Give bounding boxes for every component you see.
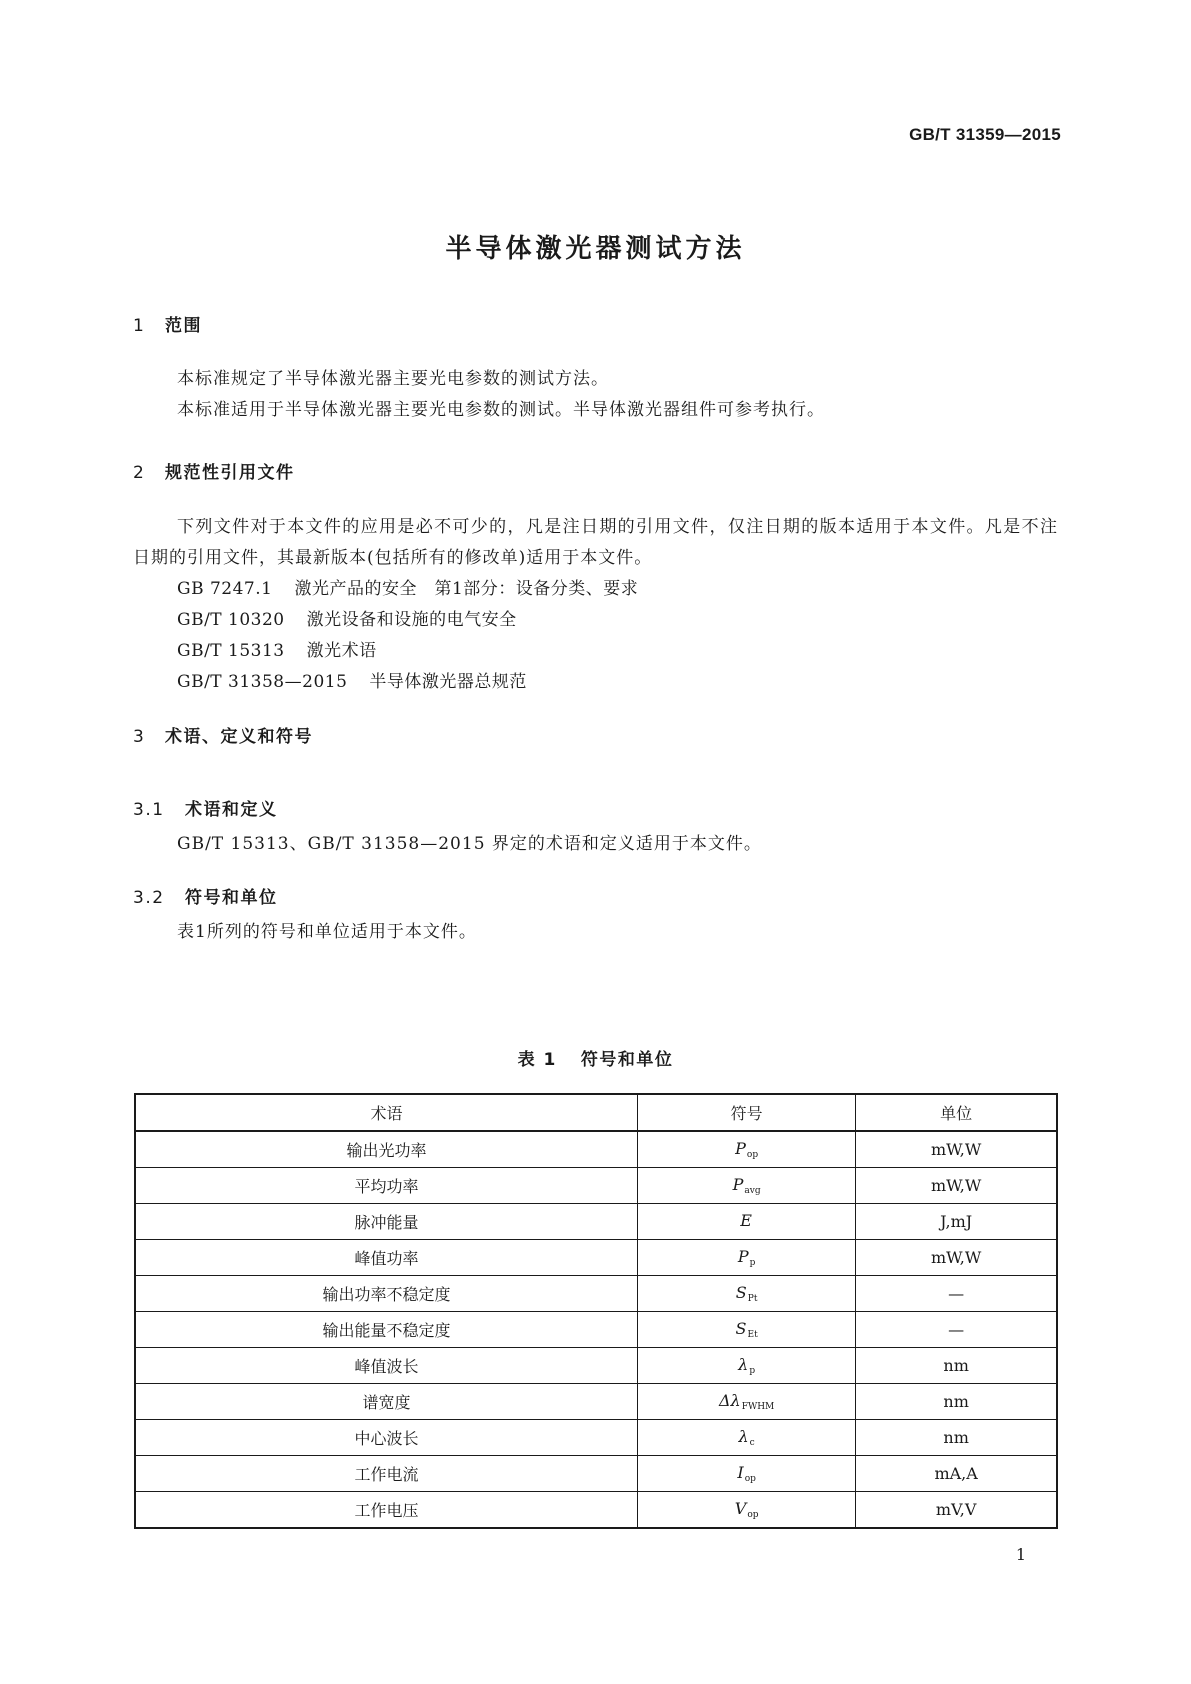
section-title: 符号和单位	[185, 888, 278, 908]
reference-item	[177, 667, 638, 698]
symbol-main: E	[740, 1211, 752, 1230]
section-number: 3.1	[133, 800, 165, 820]
symbol-main: P	[732, 1175, 744, 1194]
section-title: 范围	[165, 316, 202, 336]
cell-symbol	[637, 1168, 855, 1204]
symbol-main: S	[735, 1283, 747, 1302]
section-title: 术语和定义	[185, 800, 278, 820]
symbol-main: V	[734, 1499, 747, 1518]
symbol-main: S	[735, 1319, 747, 1338]
section-title: 规范性引用文件	[165, 463, 295, 483]
table-row	[135, 1240, 1057, 1276]
table-row	[135, 1456, 1057, 1492]
symbol-subscript: c	[749, 1438, 755, 1448]
section-number: 2	[133, 463, 146, 483]
symbol-main: λ	[738, 1427, 749, 1446]
table-row	[135, 1420, 1057, 1456]
standard-number: 31359—2015	[955, 125, 1061, 144]
symbol-subscript: op	[744, 1474, 756, 1484]
symbol-main: Δλ	[719, 1391, 741, 1410]
cell-unit: mW,W	[856, 1168, 1057, 1204]
table-label: 表 1	[517, 1050, 557, 1070]
cell-unit: nm	[856, 1348, 1057, 1384]
reference-list	[177, 574, 638, 698]
reference-item	[177, 605, 638, 636]
cell-term: 输出能量不稳定度	[135, 1312, 637, 1348]
paragraph: GB/T 15313、GB/T 31358—2015 界定的术语和定义适用于本文件。	[177, 834, 762, 854]
cell-unit: nm	[856, 1420, 1057, 1456]
section-2-body	[133, 512, 1058, 574]
cell-symbol	[637, 1420, 855, 1456]
reference-title: 激光设备和设施的电气安全	[306, 610, 517, 630]
reference-title: 半导体激光器总规范	[369, 672, 527, 692]
cell-term: 峰值波长	[135, 1348, 637, 1384]
cell-term: 脉冲能量	[135, 1204, 637, 1240]
table-caption-text: 符号和单位	[580, 1050, 674, 1070]
cell-term: 输出功率不稳定度	[135, 1276, 637, 1312]
section-2-heading	[133, 458, 295, 483]
column-header-symbol: 符号	[637, 1094, 855, 1131]
cell-symbol	[637, 1456, 855, 1492]
table-body	[135, 1131, 1057, 1528]
cell-symbol	[637, 1348, 855, 1384]
section-3-1-body	[133, 829, 1058, 860]
cell-symbol	[637, 1492, 855, 1529]
cell-unit: mV,V	[856, 1492, 1057, 1529]
cell-unit: —	[856, 1312, 1057, 1348]
table-row	[135, 1204, 1057, 1240]
cell-symbol	[637, 1312, 855, 1348]
table-header-row	[135, 1094, 1057, 1131]
reference-title: 激光产品的安全 第1部分：设备分类、要求	[294, 579, 639, 599]
cell-term: 工作电流	[135, 1456, 637, 1492]
section-3-1-heading	[133, 795, 278, 820]
symbol-subscript: p	[749, 1258, 756, 1268]
reference-code: GB/T 10320	[177, 610, 285, 630]
section-title: 术语、定义和符号	[165, 727, 313, 747]
cell-term: 中心波长	[135, 1420, 637, 1456]
cell-unit: mW,W	[856, 1131, 1057, 1168]
table-row	[135, 1131, 1057, 1168]
column-header-term: 术语	[135, 1094, 637, 1131]
standard-code	[909, 125, 1061, 145]
paragraph: 表1所列的符号和单位适用于本文件。	[177, 922, 477, 942]
cell-symbol	[637, 1204, 855, 1240]
column-header-unit: 单位	[856, 1094, 1057, 1131]
section-1-body	[133, 364, 1058, 426]
table-row	[135, 1384, 1057, 1420]
symbol-subscript: p	[749, 1366, 756, 1376]
cell-symbol	[637, 1384, 855, 1420]
symbol-main: λ	[738, 1355, 749, 1374]
symbol-subscript: FWHM	[741, 1402, 775, 1412]
symbols-units-table	[134, 1093, 1058, 1529]
symbol-subscript: op	[746, 1150, 759, 1160]
table-row	[135, 1276, 1057, 1312]
symbol-subscript: op	[747, 1510, 759, 1520]
cell-term: 平均功率	[135, 1168, 637, 1204]
table-row	[135, 1348, 1057, 1384]
cell-term: 谱宽度	[135, 1384, 637, 1420]
cell-unit: J,mJ	[856, 1204, 1057, 1240]
section-number: 3.2	[133, 888, 165, 908]
symbol-subscript: Pt	[747, 1294, 758, 1304]
reference-item	[177, 636, 638, 667]
symbol-main: I	[737, 1463, 744, 1482]
table-row	[135, 1492, 1057, 1529]
cell-term: 输出光功率	[135, 1131, 637, 1168]
symbol-subscript: avg	[744, 1186, 761, 1196]
reference-code: GB/T 31358—2015	[177, 672, 348, 692]
paragraph: 本标准规定了半导体激光器主要光电参数的测试方法。	[177, 369, 609, 389]
section-3-heading	[133, 722, 313, 747]
reference-title: 激光术语	[306, 641, 377, 661]
section-number: 3	[133, 727, 146, 747]
paragraph: 下列文件对于本文件的应用是必不可少的，凡是注日期的引用文件，仅注日期的版本适用于本文件。凡是不注日期的引用文件，其最新版本(包括所有的修改单)适用于本文件。	[133, 517, 1058, 568]
table-caption	[0, 1045, 1191, 1070]
cell-symbol	[637, 1240, 855, 1276]
table-row	[135, 1312, 1057, 1348]
cell-unit: —	[856, 1276, 1057, 1312]
symbol-main: P	[735, 1139, 746, 1158]
reference-code: GB 7247.1	[177, 579, 273, 599]
cell-symbol	[637, 1276, 855, 1312]
symbol-subscript: Et	[747, 1330, 758, 1340]
cell-term: 工作电压	[135, 1492, 637, 1529]
section-3-2-body	[133, 917, 1058, 948]
section-3-2-heading	[133, 883, 278, 908]
paragraph: 本标准适用于半导体激光器主要光电参数的测试。半导体激光器组件可参考执行。	[177, 400, 825, 420]
reference-code: GB/T 15313	[177, 641, 285, 661]
symbol-main: P	[737, 1247, 749, 1266]
cell-unit: nm	[856, 1384, 1057, 1420]
cell-symbol	[637, 1131, 855, 1168]
page-number: 1	[1015, 1545, 1026, 1564]
section-1-heading	[133, 311, 202, 336]
table-row	[135, 1168, 1057, 1204]
reference-item	[177, 574, 638, 605]
standard-prefix: GB/T	[909, 125, 951, 144]
cell-unit: mW,W	[856, 1240, 1057, 1276]
section-number: 1	[133, 316, 146, 336]
cell-unit: mA,A	[856, 1456, 1057, 1492]
cell-term: 峰值功率	[135, 1240, 637, 1276]
document-title: 半导体激光器测试方法	[445, 234, 746, 264]
